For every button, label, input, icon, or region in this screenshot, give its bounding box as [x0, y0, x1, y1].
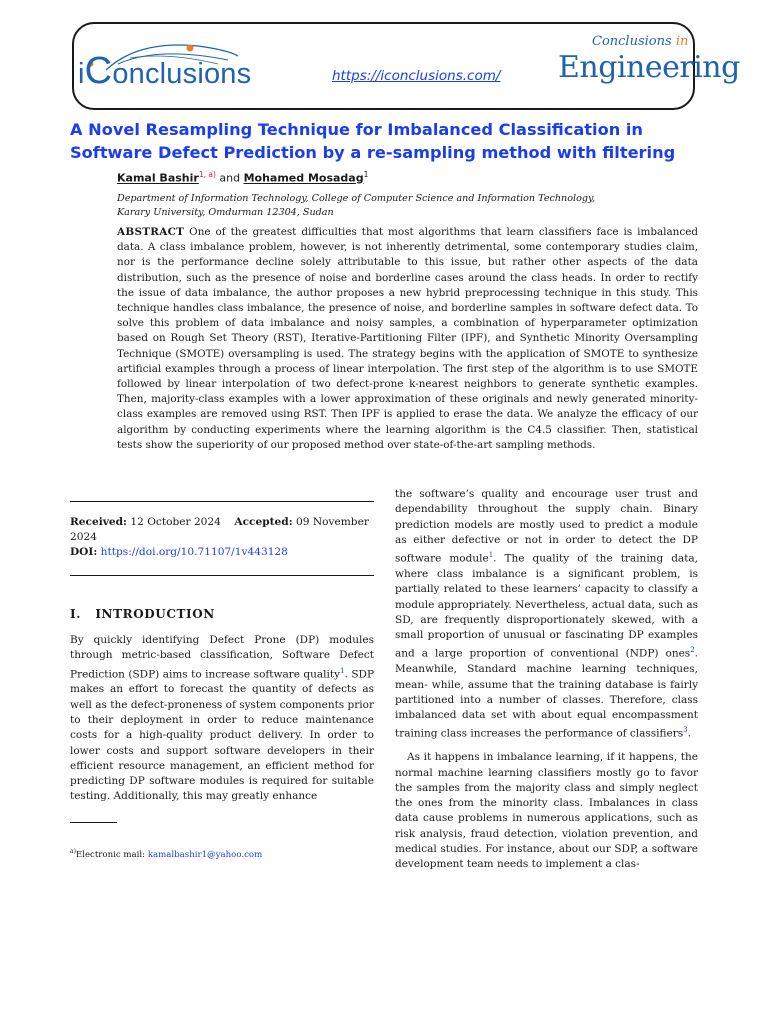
right-text-d: . — [687, 727, 691, 740]
paper-title: A Novel Resampling Technique for Imbalanced Classification in Software Defect Prediction by a re-sampling method with filtering — [70, 120, 676, 162]
abstract-label: ABSTRACT — [117, 226, 185, 238]
section-heading — [70, 607, 215, 621]
right-text-b: . The quality of the training data, where class imbalance is a significant problem, is partially related to these learners’ capacity to classify a module appropriately. Nevertheless, actual data, such as SD, are frequently disproportionately skewed, with a small proportion of unusual or fascinating DP examples and a large proportion of conventional (NDP) ones — [395, 552, 699, 660]
affiliation — [117, 192, 717, 220]
accepted-label: Accepted: — [234, 516, 293, 528]
conclusions-in-engineering-logo[interactable] — [558, 34, 740, 104]
and-word: and — [219, 171, 241, 185]
doi-label: DOI: — [70, 546, 98, 558]
divider-top — [70, 501, 374, 502]
footnote — [70, 848, 262, 860]
abstract-text: One of the greatest difficulties that most algorithms that learn classifiers face is imbalanced data. A class imbalance problem, however, is not inherently detrimental, some contemporary studies claim, nor is the performance decline solely attributable to this issue, but rather other aspects of the data distribution, such as the presence of noise and borderline cases around the class heads. In order to rectify the issue of data imbalance, the author proposes a new hybrid preprocessing technique in this study. This technique handles class imbalance, the presence of noise, and borderline samples in software defect data. To solve this problem of data imbalance and noisy samples, a combination of hyperparameter optimization based on Rough Set Theory (RST), Iterative-Partitioning Filter (IPF), and Synthetic Minority Oversampling Technique (SMOTE) oversampling is used. The strategy begins with the application of SMOTE to synthesize artificial examples through a process of linear interpolation. The first step of the algorithm is to use SMOTE followed by linear interpolation of two defect-prone k-nearest neighbors to generate synthetic examples. Then, majority-class examples with a lower approximation of these originals and newly generated minority-class examples are removed using RST. Then IPF is applied to erase the data. We analyze the efficacy of our algorithm by conducting experiments where the learning algorithm is the C4.5 classifier. Then, statistical tests show the superiority of our proposed method over state-of-the-art sampling methods. — [117, 226, 698, 451]
footnote-label: Electronic mail: — [75, 849, 146, 860]
received-label: Received: — [70, 516, 127, 528]
author-1-sup: 1, a) — [198, 170, 216, 179]
journal-header — [72, 22, 740, 110]
intro-paragraph-left — [70, 633, 374, 805]
citation-2[interactable]: 2 — [690, 646, 695, 655]
citation-1[interactable]: 1 — [340, 666, 345, 675]
iconclusions-logo[interactable] — [78, 34, 252, 104]
right-text-c: . Meanwhile, Standard machine learning techniques, mean- while, assume that the training database is fairly partitioned into a number of classes. Therefore, class imbalanced data set with about equal encompassment training class increases the performance of classifiers — [395, 647, 698, 740]
left-text-b: . SDP makes an effort to forecast the quantity of defects as well as the defect-proneness of system components prior to their deployment in order to reduce maintenance costs for a high-quality product delivery. In order to lower costs and support software developers in their efficient resource management, an efficient method for predicting DP software modules is required for suitable testing. Additionally, this may greatly enhance — [70, 668, 375, 803]
footnote-rule — [70, 822, 117, 823]
article-meta — [70, 515, 374, 560]
abstract — [117, 225, 698, 453]
section-title: INTRODUCTION — [95, 607, 215, 621]
affiliation-line-2: Karary University, Omdurman 12304, Sudan — [117, 207, 334, 218]
doi-link[interactable]: https://doi.org/10.71107/1v443128 — [100, 546, 288, 558]
citation-1[interactable]: 1 — [488, 551, 494, 560]
left-text-a: By quickly identifying Defect Prone (DP) modules through metric-based classification, Software Defect Prediction (SDP) aims to increase software quality — [70, 634, 374, 681]
author-line — [117, 170, 368, 185]
logo-small-text: Conclusions in — [592, 34, 689, 49]
right-text-a: the software’s quality and encourage user trust and dependability throughout the supply chain. Binary prediction models are mostly used to predict a module as either defective or not in order to detect the DP software module — [395, 488, 698, 565]
logo-text: iConclusions — [78, 50, 252, 92]
logo-big-text: Engineering — [558, 50, 740, 85]
received-date: 12 October 2024 — [130, 516, 221, 528]
journal-url-link[interactable]: https://iconclusions.com/ — [332, 68, 501, 84]
intro-column-right — [395, 487, 698, 873]
doi-line — [70, 545, 374, 560]
accepted-date: 09 November 2024 — [70, 516, 369, 543]
dates-line — [70, 515, 374, 545]
affiliation-line-1: Department of Information Technology, College of Computer Science and Information Technology, — [117, 193, 596, 204]
footnote-marker: a) — [70, 848, 76, 855]
right-paragraph-2: As it happens in imbalance learning, if it happens, the normal machine learning classifiers mostly go to favor the samples from the majority class and simply neglect the ones from the minority class. Imbalances in class data cause problems in numerous applications, such as risk analysis, fraud detection, violation prevention, and medical studies. For instance, about our SDP, a software development team needs to implement a clas- — [395, 751, 698, 871]
section-number: I. — [70, 607, 81, 621]
email-link[interactable]: kamalbashir1@yahoo.com — [147, 849, 263, 860]
author-1[interactable]: Kamal Bashir — [117, 171, 199, 185]
author-2-sup: 1 — [363, 170, 369, 179]
right-paragraph-1 — [395, 487, 698, 742]
author-2[interactable]: Mohamed Mosadag — [243, 171, 364, 185]
citation-3[interactable]: 3 — [683, 726, 688, 735]
divider-bottom — [70, 575, 374, 576]
